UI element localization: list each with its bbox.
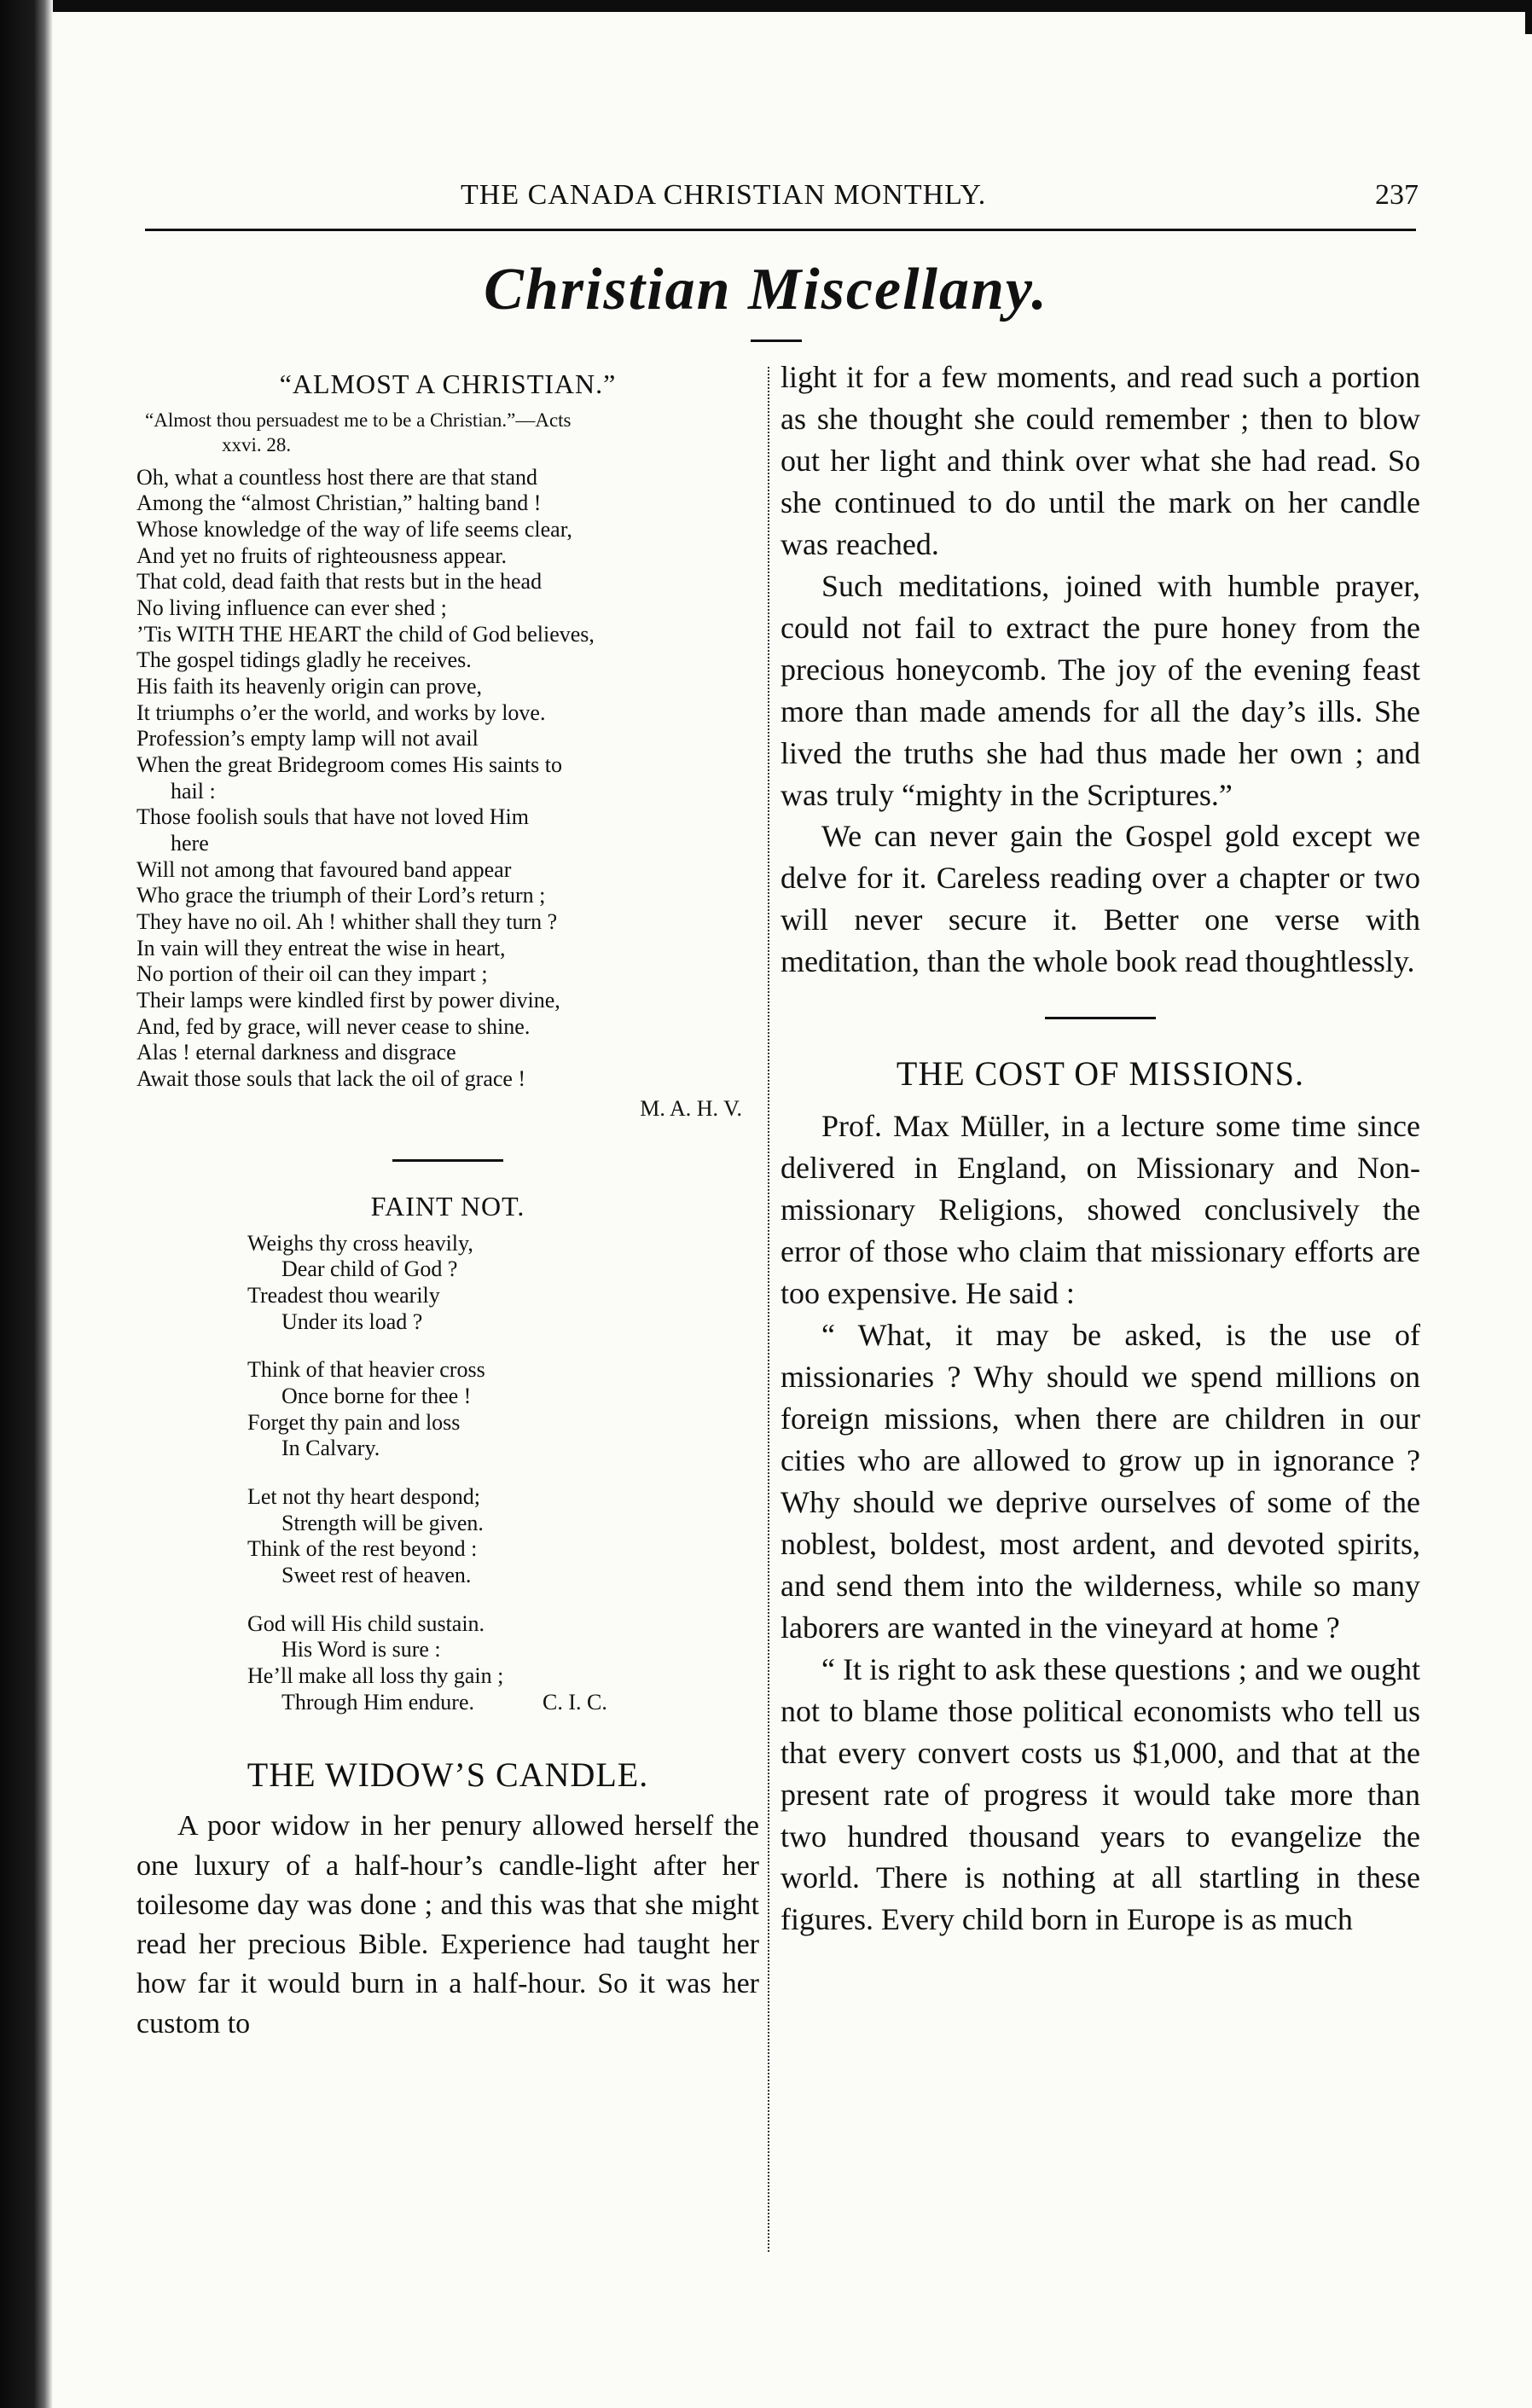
verse-line: Once borne for thee ! (281, 1383, 472, 1408)
page-number: 237 (1375, 179, 1419, 211)
verse-line: Under its load ? (281, 1308, 423, 1334)
book-binding-edge (0, 0, 53, 2408)
spacer (136, 1715, 759, 1749)
verse-line: here (171, 830, 209, 856)
verse-line: Treadest thou wearily (247, 1282, 440, 1308)
verse-line: In Calvary. (281, 1436, 380, 1461)
verse-line: Oh, what a countless host there are that stand (136, 464, 538, 490)
poem-stanza (247, 1611, 759, 1716)
verse-line: Let not thy heart despond; (247, 1484, 480, 1509)
verse-line (247, 1690, 759, 1716)
verse-line: Await those souls that lack the oil of grace ! (136, 1065, 526, 1091)
article-paragraph: “ It is right to ask these questions ; and we ought not to blame those political economists who tell us that every convert costs us $1,000, and that at the present rate of progress it would take more than two hundred thousand years to evangelize the world. There is nothing at all startling in these figures. Every child born in Europe is as much (781, 1651, 1420, 1937)
verse-line: Weighs thy cross heavily, (247, 1230, 473, 1256)
separator-rule (392, 1159, 503, 1162)
verse-line: Who grace the triumph of their Lord’s return ; (136, 883, 546, 908)
poem-title: “ALMOST A CHRISTIAN.” (279, 368, 617, 399)
verse-line: God will His child sustain. (247, 1610, 485, 1636)
verse-line: ’Tis WITH THE HEART the child of God believes, (136, 621, 595, 647)
column-divider (768, 367, 769, 2252)
verse-line: Those foolish souls that have not loved Him (136, 804, 530, 830)
poem-signature: C. I. C. (543, 1689, 607, 1715)
title-ornament-rule (751, 339, 802, 342)
separator-rule (1045, 1017, 1156, 1019)
verse-line: His faith its heavenly origin can prove, (136, 673, 483, 699)
poem-signature: M. A. H. V. (640, 1095, 742, 1121)
verse-line: No portion of their oil can they impart ; (136, 961, 488, 987)
running-title: THE CANADA CHRISTIAN MONTHLY. (461, 179, 987, 211)
verse-line: Among the “almost Christian,” halting band ! (136, 490, 542, 516)
verse-line: And, fed by grace, will never cease to shine. (136, 1013, 531, 1039)
verse-line: In vain will they entreat the wise in heart, (136, 935, 506, 960)
verse-line: Whose knowledge of the way of life seems clear, (136, 516, 572, 542)
article-title: THE WIDOW’S CANDLE. (247, 1755, 649, 1795)
verse-line: No living influence can ever shed ; (136, 595, 447, 620)
poem-stanza (247, 1484, 759, 1589)
verse-line: When the great Bridegroom comes His saints to (136, 751, 562, 777)
verse-line: Will not among that favoured band appear (136, 856, 512, 882)
article-title: THE COST OF MISSIONS. (896, 1054, 1305, 1094)
page-right-edge (1525, 0, 1532, 34)
verse-line: They have no oil. Ah ! whither shall they turn ? (136, 908, 558, 934)
verse-line: Sweet rest of heaven. (281, 1563, 472, 1588)
poem-stanza (247, 1357, 759, 1462)
left-column (136, 357, 759, 2044)
verse-line-text: Through Him endure. (281, 1689, 475, 1715)
verse-line: His Word is sure : (281, 1637, 441, 1662)
verse-line: Their lamps were kindled first by power divine, (136, 987, 560, 1013)
poem-title: FAINT NOT. (370, 1190, 525, 1221)
article-paragraph: “ What, it may be asked, is the use of missionaries ? Why should we spend millions on foreign missions, when there are children in our cities who are allowed to grow up in ignorance ? Why should we deprive ourselves of some of the noblest, boldest, most ardent, and devoted spirits, and send them into the wilderness, while so many laborers are wanted in the vineyard at home ? (781, 1318, 1420, 1645)
poem-verse (136, 465, 759, 1093)
right-column (781, 357, 1420, 1941)
article-paragraph: We can never gain the Gospel gold except we delve for it. Careless reading over a chapter or two will never secure it. Better one verse with meditation, than the whole book read thoughtlessly. (781, 819, 1420, 979)
verse-line: Think of the rest beyond : (247, 1536, 478, 1562)
epigraph-text: “Almost thou persuadest me to be a Christian.”—Acts (145, 409, 572, 431)
verse-line: The gospel tidings gladly he receives. (136, 647, 472, 673)
header-rule (145, 229, 1416, 231)
verse-line: He’ll make all loss thy gain ; (247, 1663, 504, 1689)
poem-body (247, 1231, 759, 1716)
verse-line: Think of that heavier cross (247, 1357, 485, 1383)
article-paragraph: light it for a few moments, and read such a portion as she thought she could remember ; then to blow out her light and think over what she had read. So she continued to do until the mark on her candle was reached. (781, 360, 1420, 561)
verse-line: Dear child of God ? (281, 1256, 458, 1282)
verse-line: Strength will be given. (281, 1510, 484, 1535)
article-paragraph: Such meditations, joined with humble prayer, could not fail to extract the pure honey from the precious honeycomb. The joy of the evening feast more than made amends for all the day’s ills. She lived the truths she had thus made her own ; and was truly “mighty in the Scriptures.” (781, 568, 1420, 812)
poem-stanza (247, 1231, 759, 1336)
verse-line: And yet no fruits of righteousness appear. (136, 543, 507, 568)
verse-line: Profession’s empty lamp will not avail (136, 726, 479, 751)
verse-line: Forget thy pain and loss (247, 1409, 461, 1435)
poem-epigraph (136, 409, 759, 458)
epigraph-citation: xxvi. 28. (222, 433, 292, 455)
article-paragraph: A poor widow in her penury allowed herself the one luxury of a half-hour’s candle-light after her toilesome day was done ; and this was that she might read her precious Bible. Experience had taught her how far it would burn in a half-hour. So it was her custom to (136, 1810, 759, 2040)
verse-line: It triumphs o’er the world, and works by love. (136, 699, 546, 725)
verse-line: hail : (171, 778, 216, 804)
verse-line: Alas ! eternal darkness and disgrace (136, 1040, 456, 1065)
verse-line: That cold, dead faith that rests but in the head (136, 569, 543, 595)
page-top-edge (0, 0, 1532, 12)
section-title: Christian Miscellany. (484, 257, 1048, 322)
article-paragraph: Prof. Max Müller, in a lecture some time since delivered in England, on Missionary and Non-missionary Religions, showed conclusively the error of those who claim that missionary efforts are too expensive. He said : (781, 1109, 1420, 1311)
